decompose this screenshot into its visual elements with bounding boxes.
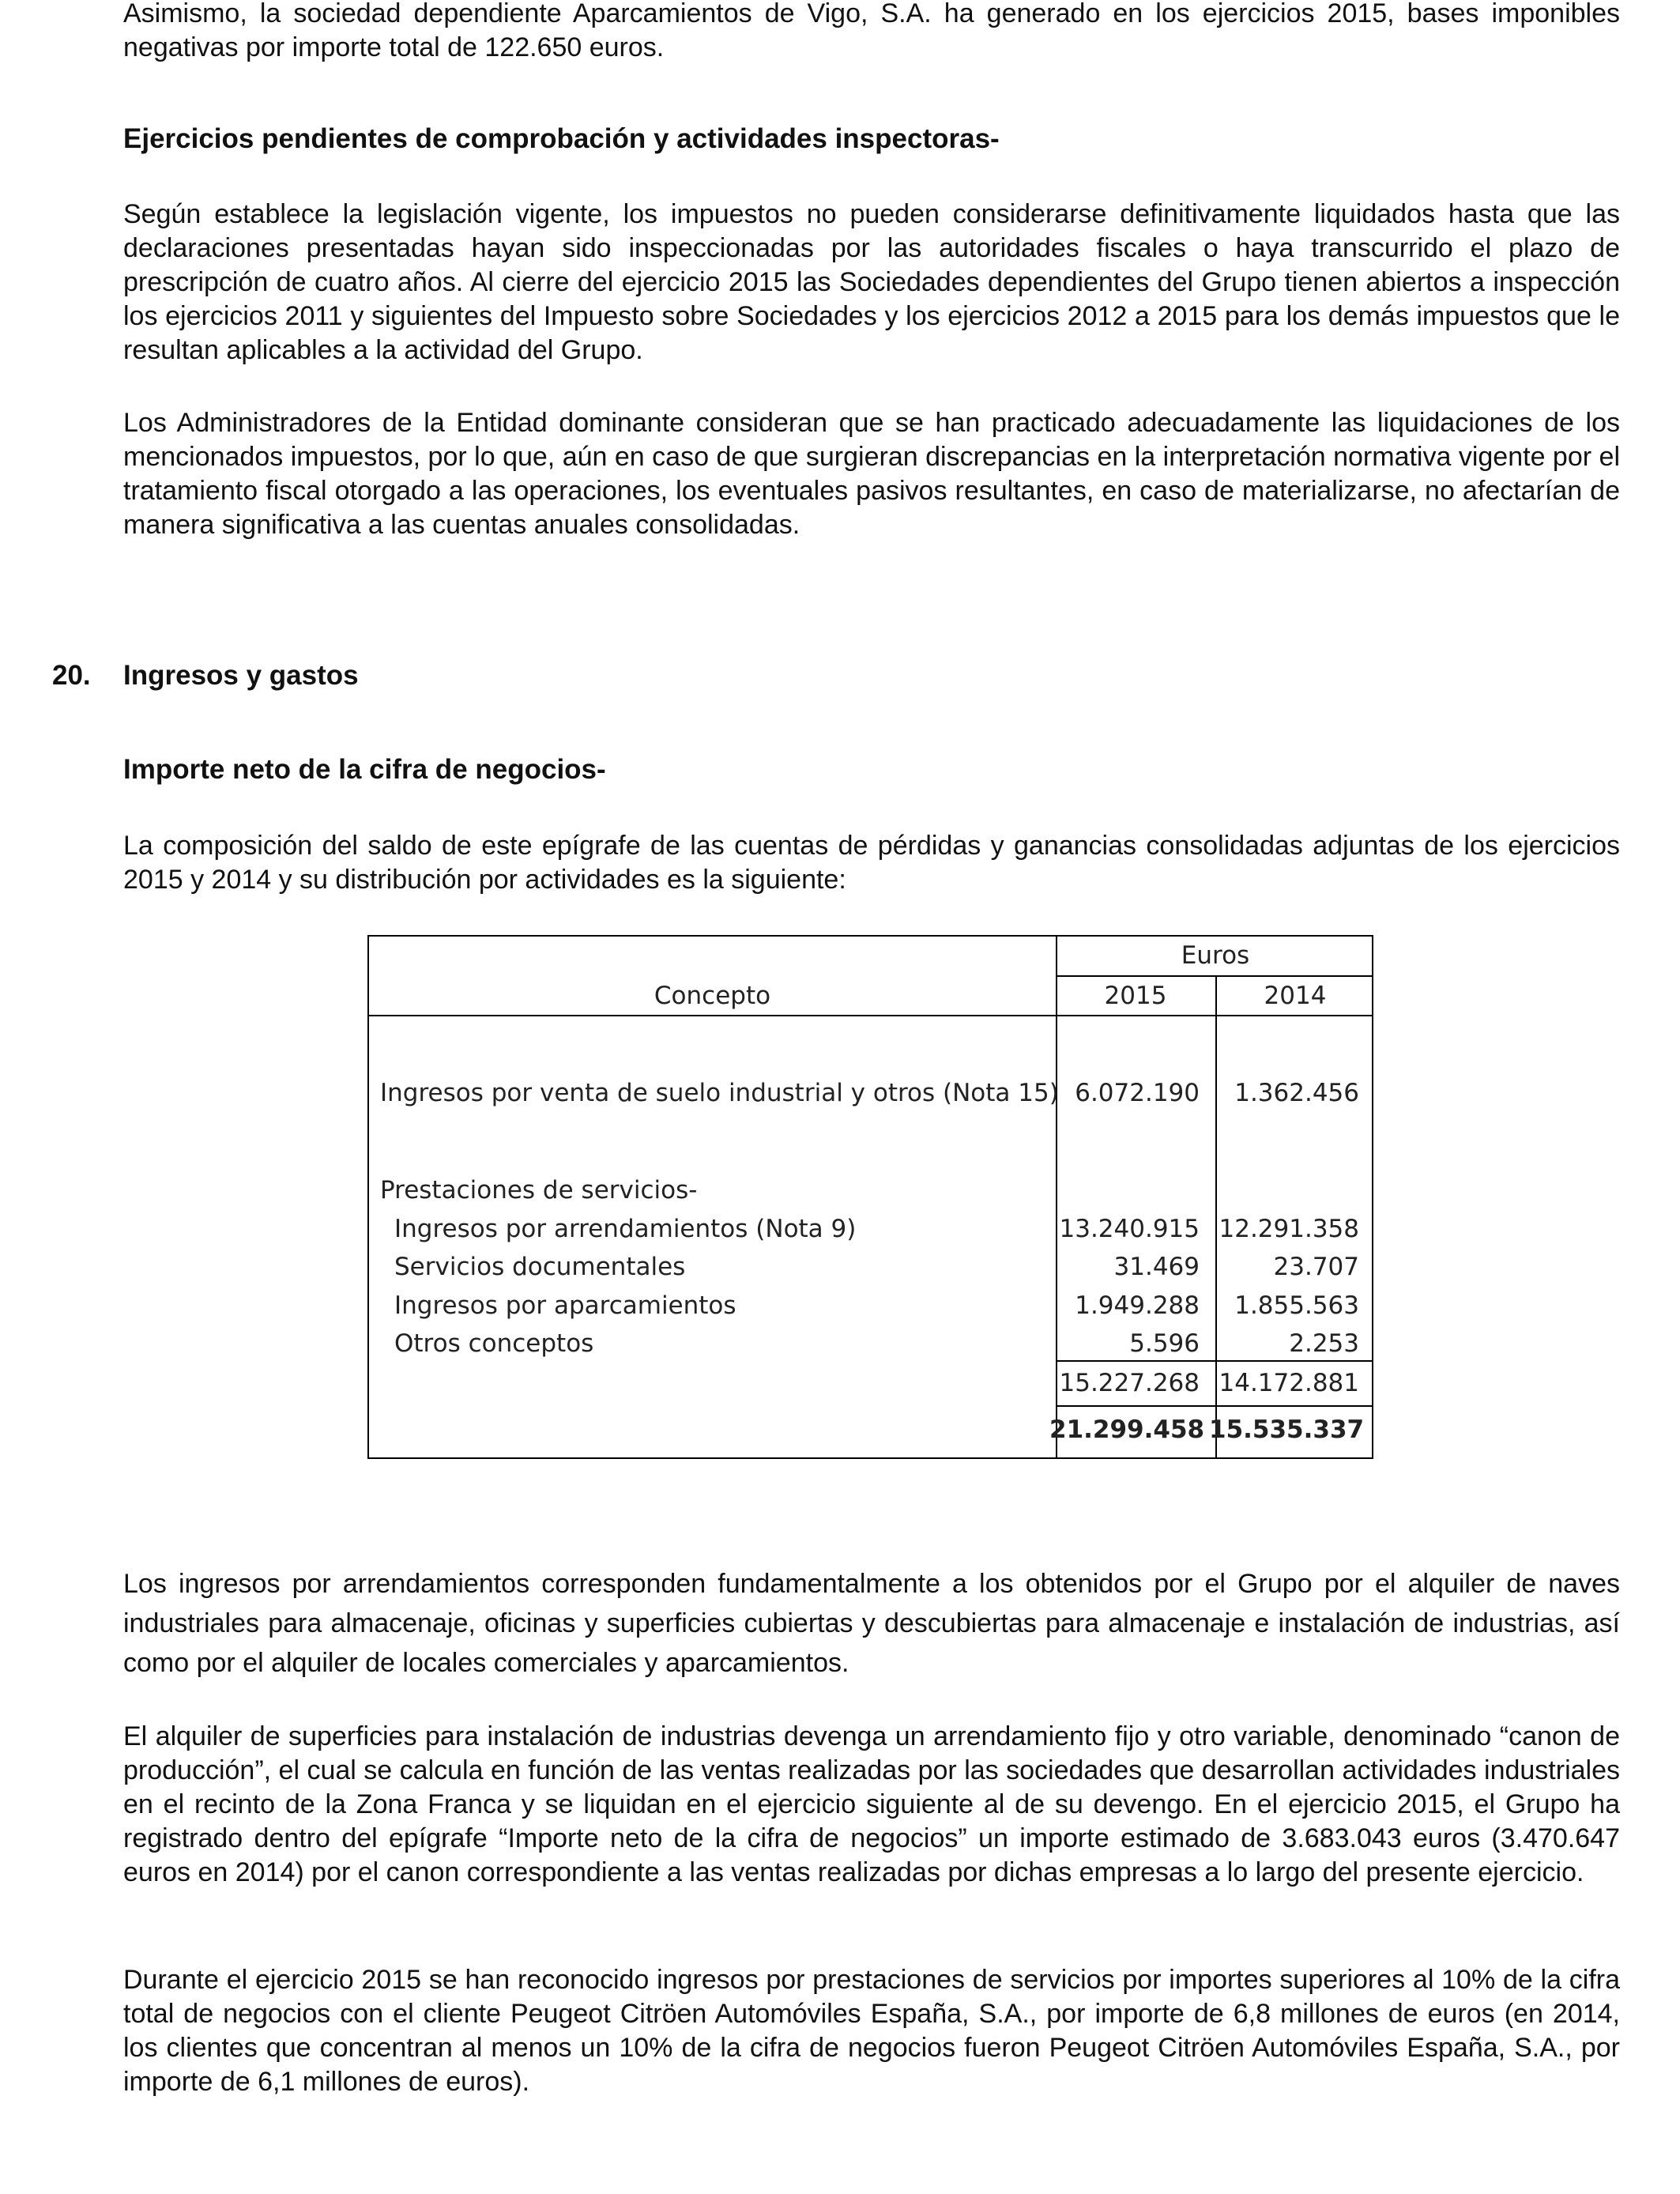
heading-importe-neto: Importe neto de la cifra de negocios- [123,754,606,785]
row-value-2014: 2.253 [1289,1329,1359,1358]
row-value-2015: 1.949.288 [1075,1291,1200,1320]
table-rule [1056,1360,1372,1362]
revenue-table [367,935,1373,1459]
section-number: 20. [52,660,91,691]
heading-ejercicios-pendientes: Ejercicios pendientes de comprobación y actividades inspectoras- [123,123,1000,154]
row-value-2014: 1.855.563 [1234,1291,1359,1320]
row-value-2014: 23.707 [1273,1253,1359,1281]
header-concepto: Concepto [654,982,771,1010]
paragraph-peugeot: Durante el ejercicio 2015 se han reconocido ingresos por prestaciones de servicios por importes superiores al 10% de la cifra total de negocios con el cliente Peugeot Citröen Automóviles España, S.A., por importe de 6,8 millones de euros (en 2014, los clientes que concentran al menos un 10% de la cifra de negocios fueron Peugeot Citröen Automóviles España, S.A., por importe de 6,1 millones de euros). [123,1965,1620,2097]
group-label: Prestaciones de servicios- [380,1176,698,1204]
subtotal-2014: 14.172.881 [1219,1369,1359,1397]
table-rule [369,1015,1372,1016]
paragraph-arrendamientos: Los ingresos por arrendamientos corresponden fundamentalmente a los obtenidos por el Grupo por el alquiler de naves industriales para almacenaje, oficinas y superficies cubiertas y descubiertas para almacenaje e instalación de industrias, así como por el alquiler de locales comerciales y aparcamientos. [123,1569,1620,1678]
row-label: Servicios documentales [394,1253,686,1281]
table-rule [1056,1405,1372,1407]
row-value-2014: 12.291.358 [1219,1215,1359,1243]
paragraph-alquiler-superficies: El alquiler de superficies para instalación de industrias devenga un arrendamiento fijo y otro variable, denominado “canon de producción”, el cual se calcula en función de las ventas realizadas por las sociedades que desarrollan actividades industriales en el recinto de la Zona Franca y se liquidan en el ejercicio siguiente al de su devengo. En el ejercicio 2015, el Grupo ha registrado dentro del epígrafe “Importe neto de la cifra de negocios” un importe estimado de 3.683.043 euros (3.470.647 euros en 2014) por el canon correspondiente a las ventas realizadas por dichas empresas a lo largo del presente ejercicio. [123,1721,1620,1887]
total-2014: 15.535.337 [1209,1416,1365,1444]
section-title: Ingresos y gastos [123,660,359,691]
paragraph-administradores: Los Administradores de la Entidad dominante consideran que se han practicado adecuadamente las liquidaciones de los mencionados impuestos, por lo que, aún en caso de que surgieran discrepancias en la interpretación normativa vigente por el tratamiento fiscal otorgado a las operaciones, los eventuales pasivos resultantes, en caso de materializarse, no afectarían de manera significativa a las cuentas anuales consolidadas. [123,408,1620,540]
row-label: Ingresos por aparcamientos [394,1291,736,1320]
header-euros: Euros [1181,941,1250,970]
row-value-2015: 31.469 [1113,1253,1200,1281]
header-2015: 2015 [1104,982,1167,1010]
row-label: Otros conceptos [394,1329,594,1358]
subtotal-2015: 15.227.268 [1059,1369,1200,1397]
row-value-2015: 6.072.190 [1075,1079,1200,1107]
row-label: Ingresos por venta de suelo industrial y otros (Nota 15) [380,1079,1059,1107]
row-value-2014: 1.362.456 [1234,1079,1359,1107]
header-2014: 2014 [1264,982,1327,1010]
paragraph-legislacion: Según establece la legislación vigente, los impuestos no pueden considerarse definitivamente liquidados hasta que las declaraciones presentadas hayan sido inspeccionadas por las autoridades fiscales o haya transcurrido el plazo de prescripción de cuatro años. Al cierre del ejercicio 2015 las Sociedades dependientes del Grupo tienen abiertos a inspección los ejercicios 2011 y siguientes del Impuesto sobre Sociedades y los ejercicios 2012 a 2015 para los demás impuestos que le resultan aplicables a la actividad del Grupo. [123,199,1620,365]
table-rule [1056,975,1372,977]
row-label: Ingresos por arrendamientos (Nota 9) [394,1215,857,1243]
paragraph-composicion: La composición del saldo de este epígrafe de las cuentas de pérdidas y ganancias consolidadas adjuntas de los ejercicios 2015 y 2014 y su distribución por actividades es la siguiente: [123,831,1620,895]
row-value-2015: 5.596 [1129,1329,1200,1358]
row-value-2015: 13.240.915 [1059,1215,1200,1243]
total-2015: 21.299.458 [1049,1416,1205,1444]
paragraph-bases-imponibles: Asimismo, la sociedad dependiente Aparcamientos de Vigo, S.A. ha generado en los ejercicios 2015, bases imponibles negativas por importe total de 122.650 euros. [123,0,1620,62]
